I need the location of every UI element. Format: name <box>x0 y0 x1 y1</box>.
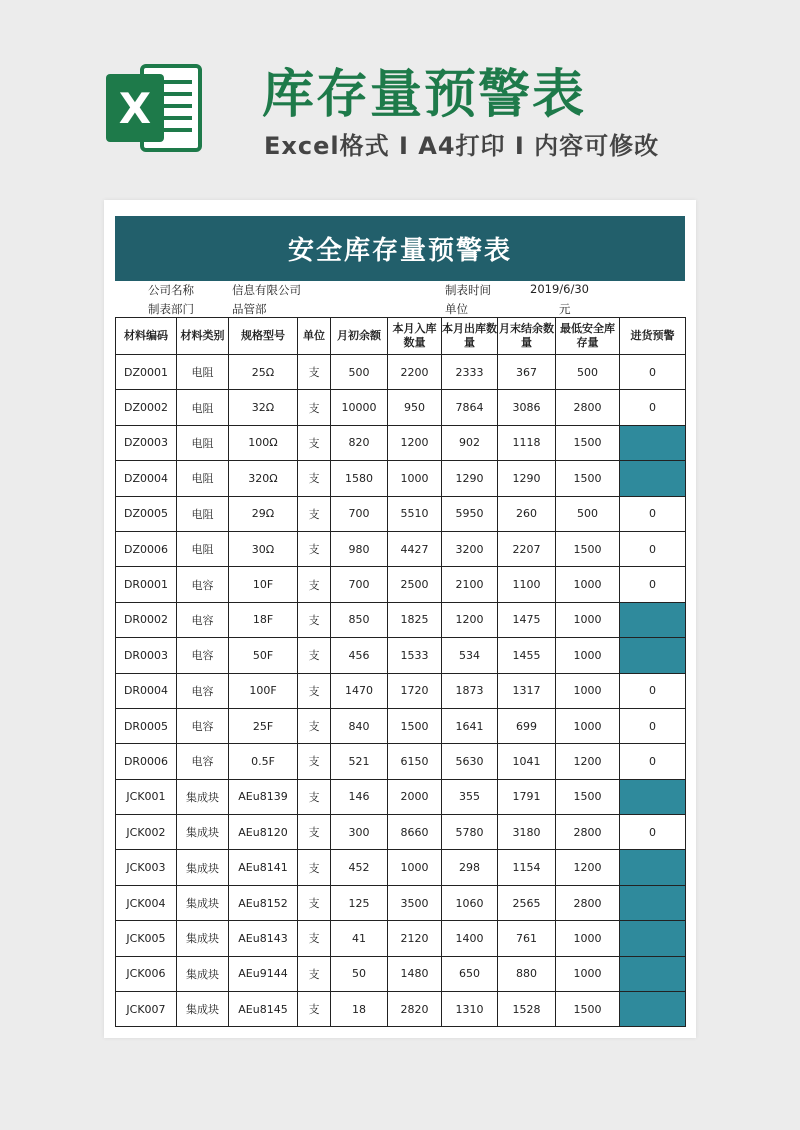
restock-alert-cell: 0 <box>620 673 686 708</box>
table-row <box>116 496 686 531</box>
restock-alert-cell: 0 <box>620 567 686 602</box>
spec-cell: 100F <box>229 673 298 708</box>
stock-in-cell: 2820 <box>388 992 442 1027</box>
opening-balance-cell: 18 <box>331 992 388 1027</box>
opening-balance-cell: 300 <box>331 815 388 850</box>
min-safety-stock-cell: 500 <box>556 355 620 390</box>
unit-cell: 支 <box>298 992 331 1027</box>
date-label: 制表时间 <box>445 283 491 297</box>
restock-alert-cell <box>620 638 686 673</box>
spec-cell: 320Ω <box>229 461 298 496</box>
opening-balance-cell: 820 <box>331 425 388 460</box>
table-row <box>116 850 686 885</box>
closing-balance-cell: 1290 <box>498 461 556 496</box>
spec-cell: 29Ω <box>229 496 298 531</box>
unit-label: 单位 <box>445 302 468 316</box>
category-cell: 电阻 <box>177 531 229 566</box>
category-cell: 电容 <box>177 673 229 708</box>
stock-in-cell: 1500 <box>388 708 442 743</box>
category-cell: 电阻 <box>177 425 229 460</box>
unit-cell: 支 <box>298 956 331 991</box>
unit-cell: 支 <box>298 638 331 673</box>
category-cell: 集成块 <box>177 779 229 814</box>
material-code-cell: JCK001 <box>116 779 177 814</box>
spec-cell: 100Ω <box>229 425 298 460</box>
spec-cell: 18F <box>229 602 298 637</box>
table-row <box>116 602 686 637</box>
stock-in-cell: 1533 <box>388 638 442 673</box>
spec-cell: 25Ω <box>229 355 298 390</box>
spec-cell: 50F <box>229 638 298 673</box>
unit-cell: 支 <box>298 390 331 425</box>
stock-in-cell: 1000 <box>388 850 442 885</box>
closing-balance-cell: 1154 <box>498 850 556 885</box>
company-value: 信息有限公司 <box>232 283 301 297</box>
closing-balance-cell: 367 <box>498 355 556 390</box>
table-header-row <box>116 318 686 355</box>
opening-balance-cell: 125 <box>331 885 388 920</box>
stock-out-cell: 5780 <box>442 815 498 850</box>
spec-cell: 25F <box>229 708 298 743</box>
min-safety-stock-cell: 2800 <box>556 815 620 850</box>
material-code-cell: JCK007 <box>116 992 177 1027</box>
category-cell: 集成块 <box>177 992 229 1027</box>
material-code-cell: DR0005 <box>116 708 177 743</box>
material-code-cell: DR0002 <box>116 602 177 637</box>
category-cell: 电容 <box>177 567 229 602</box>
category-cell: 电阻 <box>177 496 229 531</box>
unit-cell: 支 <box>298 779 331 814</box>
stock-out-cell: 650 <box>442 956 498 991</box>
min-safety-stock-cell: 1500 <box>556 779 620 814</box>
spec-cell: 0.5F <box>229 744 298 779</box>
stock-in-cell: 4427 <box>388 531 442 566</box>
table-row <box>116 531 686 566</box>
closing-balance-cell: 1100 <box>498 567 556 602</box>
dept-label: 制表部门 <box>148 302 194 316</box>
opening-balance-cell: 500 <box>331 355 388 390</box>
stock-out-cell: 5950 <box>442 496 498 531</box>
unit-cell: 支 <box>298 567 331 602</box>
column-header: 材料类别 <box>177 318 229 355</box>
unit-cell: 支 <box>298 355 331 390</box>
material-code-cell: DZ0003 <box>116 425 177 460</box>
unit-cell: 支 <box>298 602 331 637</box>
column-header: 规格型号 <box>229 318 298 355</box>
stock-out-cell: 1873 <box>442 673 498 708</box>
min-safety-stock-cell: 1000 <box>556 921 620 956</box>
stock-in-cell: 2500 <box>388 567 442 602</box>
stock-in-cell: 8660 <box>388 815 442 850</box>
column-header: 本月入库数量 <box>388 318 442 355</box>
category-cell: 集成块 <box>177 956 229 991</box>
excel-logo-letter: X <box>118 84 152 133</box>
min-safety-stock-cell: 2800 <box>556 390 620 425</box>
stock-out-cell: 355 <box>442 779 498 814</box>
opening-balance-cell: 50 <box>331 956 388 991</box>
column-header: 单位 <box>298 318 331 355</box>
closing-balance-cell: 1455 <box>498 638 556 673</box>
restock-alert-cell <box>620 602 686 637</box>
closing-balance-cell: 699 <box>498 708 556 743</box>
spec-cell: AEu8143 <box>229 921 298 956</box>
material-code-cell: DZ0005 <box>116 496 177 531</box>
restock-alert-cell: 0 <box>620 496 686 531</box>
restock-alert-cell <box>620 885 686 920</box>
category-cell: 集成块 <box>177 850 229 885</box>
material-code-cell: JCK003 <box>116 850 177 885</box>
stock-out-cell: 534 <box>442 638 498 673</box>
spec-cell: AEu8145 <box>229 992 298 1027</box>
material-code-cell: DR0004 <box>116 673 177 708</box>
stock-in-cell: 2120 <box>388 921 442 956</box>
stock-in-cell: 1000 <box>388 461 442 496</box>
excel-logo-icon <box>104 60 204 156</box>
restock-alert-cell <box>620 921 686 956</box>
category-cell: 电容 <box>177 602 229 637</box>
material-code-cell: DZ0004 <box>116 461 177 496</box>
restock-alert-cell <box>620 992 686 1027</box>
restock-alert-cell <box>620 461 686 496</box>
material-code-cell: DZ0002 <box>116 390 177 425</box>
banner <box>0 0 800 200</box>
min-safety-stock-cell: 1500 <box>556 992 620 1027</box>
restock-alert-cell <box>620 956 686 991</box>
closing-balance-cell: 1528 <box>498 992 556 1027</box>
column-header: 月初余额 <box>331 318 388 355</box>
column-header: 本月出库数量 <box>442 318 498 355</box>
opening-balance-cell: 456 <box>331 638 388 673</box>
min-safety-stock-cell: 1500 <box>556 461 620 496</box>
opening-balance-cell: 452 <box>331 850 388 885</box>
restock-alert-cell: 0 <box>620 355 686 390</box>
stock-in-cell: 2200 <box>388 355 442 390</box>
restock-alert-cell: 0 <box>620 744 686 779</box>
category-cell: 电容 <box>177 744 229 779</box>
closing-balance-cell: 1041 <box>498 744 556 779</box>
table-body <box>116 355 686 1027</box>
min-safety-stock-cell: 1200 <box>556 744 620 779</box>
category-cell: 电阻 <box>177 355 229 390</box>
closing-balance-cell: 1475 <box>498 602 556 637</box>
material-code-cell: DR0001 <box>116 567 177 602</box>
stock-in-cell: 950 <box>388 390 442 425</box>
material-code-cell: DZ0001 <box>116 355 177 390</box>
spec-cell: AEu8152 <box>229 885 298 920</box>
table-row <box>116 708 686 743</box>
restock-alert-cell <box>620 850 686 885</box>
restock-alert-cell: 0 <box>620 708 686 743</box>
unit-cell: 支 <box>298 744 331 779</box>
min-safety-stock-cell: 1000 <box>556 956 620 991</box>
table-row <box>116 921 686 956</box>
restock-alert-cell <box>620 779 686 814</box>
closing-balance-cell: 880 <box>498 956 556 991</box>
table-row <box>116 355 686 390</box>
spec-cell: AEu9144 <box>229 956 298 991</box>
unit-value: 元 <box>559 302 571 316</box>
unit-cell: 支 <box>298 673 331 708</box>
table-row <box>116 779 686 814</box>
closing-balance-cell: 761 <box>498 921 556 956</box>
unit-cell: 支 <box>298 708 331 743</box>
stock-out-cell: 902 <box>442 425 498 460</box>
stock-out-cell: 298 <box>442 850 498 885</box>
min-safety-stock-cell: 1000 <box>556 567 620 602</box>
spec-cell: 30Ω <box>229 531 298 566</box>
stock-in-cell: 1720 <box>388 673 442 708</box>
stock-out-cell: 2100 <box>442 567 498 602</box>
min-safety-stock-cell: 2800 <box>556 885 620 920</box>
banner-subtitle: Excel格式 Ⅰ A4打印 Ⅰ 内容可修改 <box>264 132 660 160</box>
table-row <box>116 425 686 460</box>
table-row <box>116 673 686 708</box>
opening-balance-cell: 850 <box>331 602 388 637</box>
category-cell: 电阻 <box>177 461 229 496</box>
column-header: 进货预警 <box>620 318 686 355</box>
stock-out-cell: 1200 <box>442 602 498 637</box>
column-header: 月末结余数量 <box>498 318 556 355</box>
category-cell: 集成块 <box>177 815 229 850</box>
closing-balance-cell: 1791 <box>498 779 556 814</box>
stock-out-cell: 3200 <box>442 531 498 566</box>
closing-balance-cell: 260 <box>498 496 556 531</box>
min-safety-stock-cell: 1000 <box>556 638 620 673</box>
dept-value: 品管部 <box>232 302 267 316</box>
opening-balance-cell: 41 <box>331 921 388 956</box>
min-safety-stock-cell: 1000 <box>556 673 620 708</box>
material-code-cell: JCK002 <box>116 815 177 850</box>
material-code-cell: JCK005 <box>116 921 177 956</box>
company-label: 公司名称 <box>148 283 194 297</box>
column-header: 材料编码 <box>116 318 177 355</box>
unit-cell: 支 <box>298 531 331 566</box>
table-row <box>116 992 686 1027</box>
closing-balance-cell: 2207 <box>498 531 556 566</box>
closing-balance-cell: 2565 <box>498 885 556 920</box>
opening-balance-cell: 700 <box>331 567 388 602</box>
restock-alert-cell: 0 <box>620 815 686 850</box>
stock-out-cell: 1290 <box>442 461 498 496</box>
stock-out-cell: 1310 <box>442 992 498 1027</box>
unit-cell: 支 <box>298 885 331 920</box>
date-value: 2019/6/30 <box>530 282 589 296</box>
stock-out-cell: 2333 <box>442 355 498 390</box>
stock-out-cell: 1641 <box>442 708 498 743</box>
opening-balance-cell: 980 <box>331 531 388 566</box>
material-code-cell: DR0003 <box>116 638 177 673</box>
stock-in-cell: 1200 <box>388 425 442 460</box>
min-safety-stock-cell: 1000 <box>556 602 620 637</box>
closing-balance-cell: 3180 <box>498 815 556 850</box>
material-code-cell: DZ0006 <box>116 531 177 566</box>
spreadsheet-paper <box>104 200 696 1038</box>
opening-balance-cell: 521 <box>331 744 388 779</box>
stock-out-cell: 1060 <box>442 885 498 920</box>
material-code-cell: JCK004 <box>116 885 177 920</box>
unit-cell: 支 <box>298 921 331 956</box>
unit-cell: 支 <box>298 815 331 850</box>
material-code-cell: DR0006 <box>116 744 177 779</box>
banner-title: 库存量预警表 <box>262 65 587 125</box>
stock-out-cell: 5630 <box>442 744 498 779</box>
category-cell: 电容 <box>177 708 229 743</box>
closing-balance-cell: 3086 <box>498 390 556 425</box>
stock-out-cell: 7864 <box>442 390 498 425</box>
opening-balance-cell: 10000 <box>331 390 388 425</box>
min-safety-stock-cell: 1500 <box>556 531 620 566</box>
min-safety-stock-cell: 1000 <box>556 708 620 743</box>
closing-balance-cell: 1317 <box>498 673 556 708</box>
stock-in-cell: 1825 <box>388 602 442 637</box>
min-safety-stock-cell: 500 <box>556 496 620 531</box>
stock-in-cell: 1480 <box>388 956 442 991</box>
stock-in-cell: 5510 <box>388 496 442 531</box>
table-row <box>116 744 686 779</box>
opening-balance-cell: 840 <box>331 708 388 743</box>
table-row <box>116 956 686 991</box>
spec-cell: AEu8141 <box>229 850 298 885</box>
min-safety-stock-cell: 1200 <box>556 850 620 885</box>
table-row <box>116 815 686 850</box>
restock-alert-cell <box>620 425 686 460</box>
restock-alert-cell: 0 <box>620 390 686 425</box>
unit-cell: 支 <box>298 850 331 885</box>
category-cell: 电容 <box>177 638 229 673</box>
table-row <box>116 390 686 425</box>
table-row <box>116 638 686 673</box>
inventory-table <box>115 317 686 1027</box>
stock-in-cell: 3500 <box>388 885 442 920</box>
unit-cell: 支 <box>298 496 331 531</box>
category-cell: 集成块 <box>177 885 229 920</box>
table-row <box>116 567 686 602</box>
spec-cell: AEu8120 <box>229 815 298 850</box>
stock-out-cell: 1400 <box>442 921 498 956</box>
spec-cell: 10F <box>229 567 298 602</box>
opening-balance-cell: 146 <box>331 779 388 814</box>
min-safety-stock-cell: 1500 <box>556 425 620 460</box>
material-code-cell: JCK006 <box>116 956 177 991</box>
stock-in-cell: 6150 <box>388 744 442 779</box>
sheet-title: 安全库存量预警表 <box>115 216 685 281</box>
category-cell: 集成块 <box>177 921 229 956</box>
opening-balance-cell: 1470 <box>331 673 388 708</box>
spec-cell: AEu8139 <box>229 779 298 814</box>
stock-in-cell: 2000 <box>388 779 442 814</box>
opening-balance-cell: 1580 <box>331 461 388 496</box>
column-header: 最低安全库存量 <box>556 318 620 355</box>
spec-cell: 32Ω <box>229 390 298 425</box>
unit-cell: 支 <box>298 425 331 460</box>
unit-cell: 支 <box>298 461 331 496</box>
table-row <box>116 461 686 496</box>
closing-balance-cell: 1118 <box>498 425 556 460</box>
opening-balance-cell: 700 <box>331 496 388 531</box>
restock-alert-cell: 0 <box>620 531 686 566</box>
table-row <box>116 885 686 920</box>
category-cell: 电阻 <box>177 390 229 425</box>
